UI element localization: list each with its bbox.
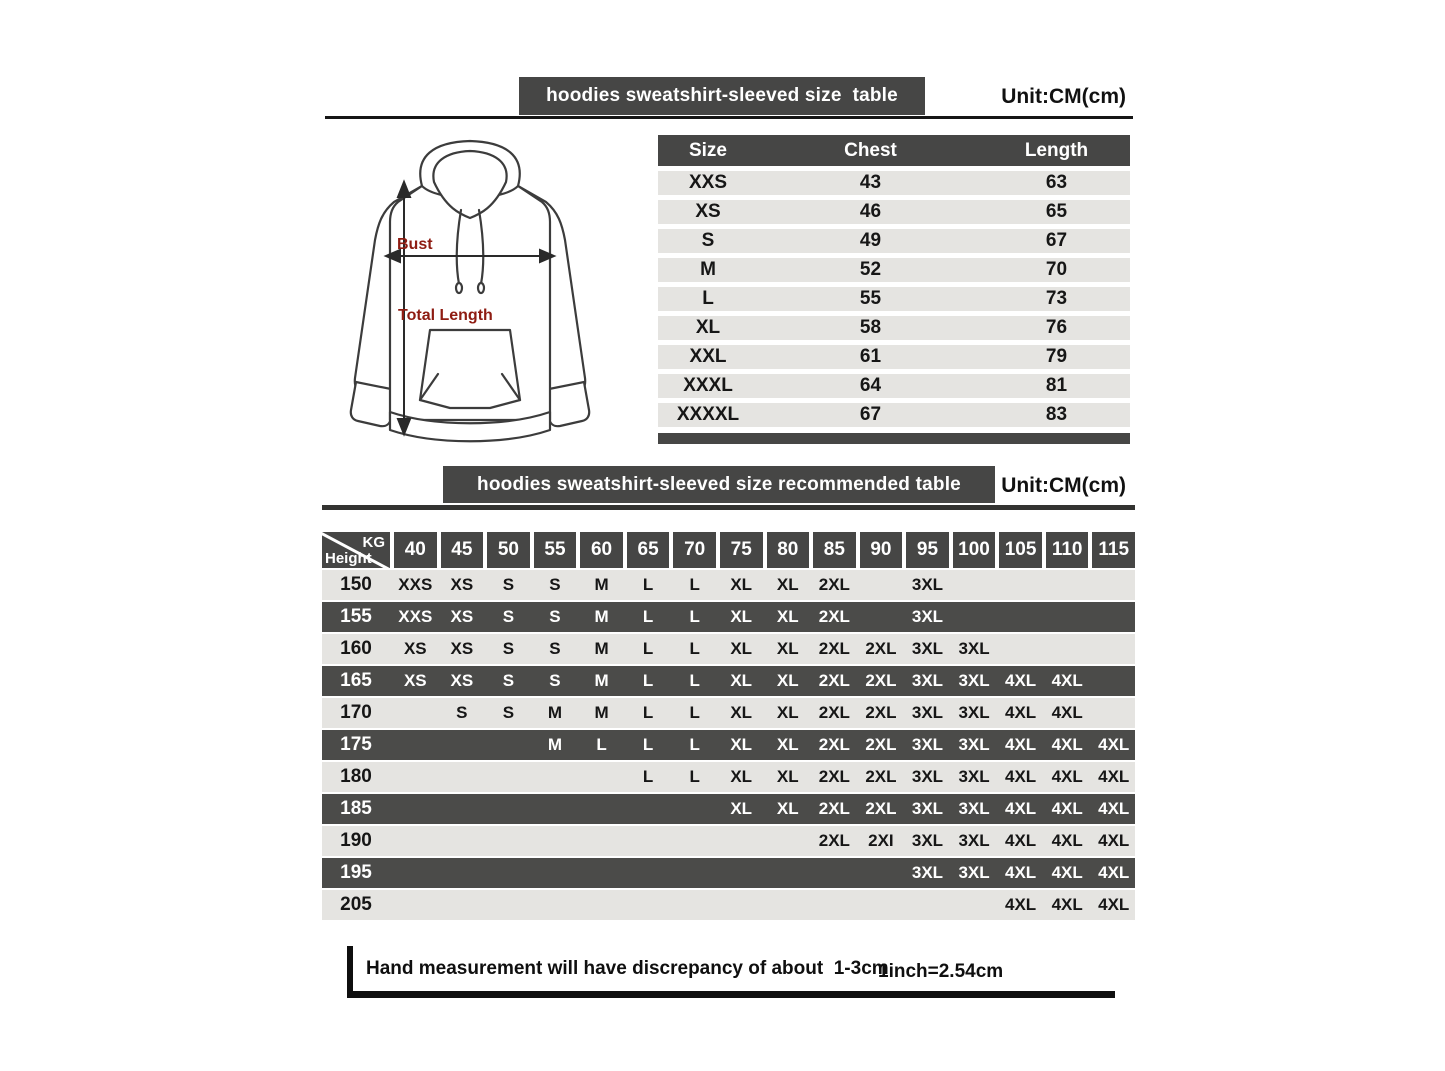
pocket bbox=[420, 330, 520, 408]
recommended-size-cell: 3XL bbox=[958, 863, 990, 882]
size-table bbox=[658, 135, 1130, 444]
recommended-size-cell: 2XL bbox=[818, 831, 850, 850]
recommended-size-cell: XS bbox=[450, 607, 474, 626]
recommended-size-cell: L bbox=[642, 735, 654, 754]
weight-header-row bbox=[322, 532, 1135, 568]
recommended-size-cell: 2XL bbox=[865, 735, 897, 754]
recommended-size-cell: 4XL bbox=[1098, 863, 1130, 882]
recommended-size-cell: 3XL bbox=[911, 831, 944, 850]
recommended-size-cell: S bbox=[456, 703, 468, 722]
weight-header-cell: 50 bbox=[487, 532, 530, 568]
height-label: 160 bbox=[340, 638, 372, 659]
recommended-size-cell: XL bbox=[776, 671, 799, 690]
recommended-size-cell: S bbox=[502, 575, 515, 594]
recommended-size-cell: XL bbox=[730, 799, 753, 818]
recommended-size-cell: 3XL bbox=[958, 671, 990, 690]
size-table-row bbox=[658, 200, 1130, 224]
height-label: 180 bbox=[340, 766, 372, 787]
column-header-chest: Chest bbox=[844, 139, 897, 161]
recommended-size-cell: M bbox=[547, 703, 563, 722]
inch-conversion-note: 1inch=2.54cm bbox=[878, 961, 1004, 982]
recommended-size-cell: 2XL bbox=[865, 767, 897, 786]
height-label: 185 bbox=[340, 798, 372, 819]
size-table-cell: 73 bbox=[1045, 288, 1068, 309]
recommended-size-cell: 3XL bbox=[911, 607, 944, 626]
size-table-cell: 79 bbox=[1045, 346, 1068, 367]
recommended-size-cell: 2XL bbox=[818, 575, 850, 594]
recommended-size-cell: L bbox=[689, 735, 700, 754]
size-table-cell: M bbox=[700, 259, 716, 280]
drawstring-tip-right bbox=[478, 283, 484, 293]
size-table-cell: 65 bbox=[1045, 201, 1068, 222]
recommended-size-cell: 4XL bbox=[1005, 799, 1037, 818]
recommended-size-cell: 2XL bbox=[865, 671, 897, 690]
recommended-size-cell: XL bbox=[776, 799, 799, 818]
bust-label: Bust bbox=[397, 236, 433, 253]
recommended-size-cell: 3XL bbox=[911, 703, 944, 722]
size-table-header bbox=[658, 135, 1130, 166]
recommended-size-cell: 3XL bbox=[958, 767, 990, 786]
recommended-table-row bbox=[322, 730, 1135, 760]
recommended-size-cell: 2XL bbox=[818, 799, 850, 818]
size-table-cell: XL bbox=[695, 317, 721, 338]
recommended-size-cell: XXS bbox=[398, 575, 433, 594]
bottom-divider-line bbox=[347, 991, 1115, 998]
size-table-cell: 63 bbox=[1045, 172, 1068, 193]
recommended-table-unit-label: Unit:CM(cm) bbox=[1001, 474, 1126, 497]
recommended-size-cell: 4XL bbox=[1005, 671, 1037, 690]
recommended-size-cell: XL bbox=[730, 639, 753, 658]
recommended-size-cell: XL bbox=[776, 639, 799, 658]
recommended-size-cell: XL bbox=[776, 735, 799, 754]
recommended-size-cell: L bbox=[689, 703, 700, 722]
size-table-row bbox=[658, 287, 1130, 311]
size-table-cell: XXS bbox=[688, 172, 728, 193]
recommended-size-cell: L bbox=[642, 671, 654, 690]
recommended-table-title: hoodies sweatshirt-sleeved size recommended table bbox=[477, 473, 961, 495]
weight-header-cell: 90 bbox=[860, 532, 903, 568]
size-table-title: hoodies sweatshirt-sleeved size table bbox=[546, 85, 898, 106]
recommended-size-cell: XL bbox=[730, 671, 753, 690]
recommended-size-cell: L bbox=[642, 767, 654, 786]
size-table-unit-label: Unit:CM(cm) bbox=[1001, 85, 1126, 108]
recommended-size-cell: 4XL bbox=[1051, 831, 1083, 850]
recommended-size-cell: XS bbox=[450, 639, 474, 658]
recommended-size-cell: 4XL bbox=[1051, 863, 1083, 882]
size-table-cell: 64 bbox=[859, 375, 882, 396]
recommended-size-cell: M bbox=[594, 639, 609, 658]
recommended-size-cell: 3XL bbox=[911, 639, 944, 658]
size-table-cell: 76 bbox=[1045, 317, 1068, 338]
recommended-size-cell: S bbox=[549, 607, 561, 626]
recommended-size-cell: L bbox=[689, 671, 700, 690]
recommended-table bbox=[322, 532, 1135, 920]
recommended-table-row bbox=[322, 570, 1135, 600]
recommended-size-cell: 3XL bbox=[911, 863, 944, 882]
size-table-cell: 83 bbox=[1045, 404, 1068, 425]
size-table-row bbox=[658, 316, 1130, 340]
weight-header-cell: 45 bbox=[441, 532, 484, 568]
recommended-size-cell: S bbox=[502, 639, 515, 658]
recommended-table-row bbox=[322, 666, 1135, 696]
height-axis-label: Height bbox=[325, 550, 372, 567]
recommended-table-row bbox=[322, 634, 1135, 664]
recommended-size-cell: XL bbox=[730, 735, 753, 754]
recommended-size-cell: 3XL bbox=[911, 799, 944, 818]
weight-header-cell: 80 bbox=[767, 532, 810, 568]
recommended-table-row bbox=[322, 890, 1135, 920]
recommended-size-cell: 4XL bbox=[1005, 703, 1037, 722]
recommended-size-cell: 3XL bbox=[911, 735, 944, 754]
recommended-size-cell: 4XL bbox=[1051, 767, 1083, 786]
size-table-cell: 61 bbox=[859, 346, 882, 367]
size-table-row bbox=[658, 374, 1130, 398]
size-table-row bbox=[658, 403, 1130, 427]
note-left-bar bbox=[347, 946, 353, 994]
recommended-table-row bbox=[322, 826, 1135, 856]
recommended-size-cell: 4XL bbox=[1005, 831, 1037, 850]
size-table-cell: 55 bbox=[859, 288, 882, 309]
recommended-size-cell: 3XL bbox=[911, 767, 944, 786]
recommended-size-cell: XL bbox=[776, 575, 799, 594]
recommended-size-cell: 4XL bbox=[1005, 767, 1037, 786]
recommended-table-title-bar bbox=[443, 466, 995, 503]
size-table-cell: 46 bbox=[859, 201, 882, 222]
recommended-size-cell: XL bbox=[776, 703, 799, 722]
recommended-size-cell: M bbox=[594, 671, 609, 690]
recommended-size-cell: 3XL bbox=[958, 831, 990, 850]
recommended-size-cell: S bbox=[502, 703, 515, 722]
recommended-size-cell: 2XL bbox=[818, 639, 850, 658]
recommended-size-cell: 3XL bbox=[958, 703, 990, 722]
recommended-size-cell: S bbox=[549, 671, 561, 690]
recommended-size-cell: 4XL bbox=[1098, 831, 1130, 850]
size-table-cell: 81 bbox=[1045, 375, 1068, 396]
weight-header-cell: 70 bbox=[673, 532, 716, 568]
recommended-size-cell: 4XL bbox=[1005, 735, 1037, 754]
measurement-note: Hand measurement will have discrepancy of about 1-3cm bbox=[366, 958, 889, 979]
recommended-size-cell: S bbox=[549, 639, 561, 658]
recommended-size-cell: XS bbox=[450, 575, 474, 594]
middle-divider-line bbox=[322, 505, 1135, 510]
size-table-footer-bar bbox=[658, 433, 1130, 444]
size-table-cell: 67 bbox=[1045, 230, 1068, 251]
recommended-size-cell: XS bbox=[403, 671, 427, 690]
height-label: 175 bbox=[340, 734, 372, 755]
recommended-size-cell: L bbox=[642, 607, 654, 626]
recommended-size-cell: 4XL bbox=[1098, 767, 1130, 786]
weight-header-cell: 40 bbox=[394, 532, 437, 568]
size-table-cell: XXXXL bbox=[676, 404, 740, 425]
length-arrowhead-top bbox=[398, 182, 410, 197]
recommended-table-row bbox=[322, 698, 1135, 728]
column-header-length: Length bbox=[1024, 139, 1089, 161]
size-table-cell: 52 bbox=[859, 259, 882, 280]
recommended-size-cell: 2XL bbox=[865, 799, 897, 818]
height-label: 165 bbox=[340, 670, 372, 691]
recommended-size-cell: 4XL bbox=[1098, 799, 1130, 818]
recommended-size-cell: XL bbox=[730, 575, 753, 594]
recommended-size-cell: 4XL bbox=[1051, 703, 1083, 722]
weight-header-cell: 55 bbox=[534, 532, 577, 568]
size-table-cell: L bbox=[702, 288, 714, 309]
recommended-size-cell: 2XL bbox=[818, 607, 850, 626]
size-table-cell: 70 bbox=[1045, 259, 1068, 280]
recommended-size-cell: 4XL bbox=[1005, 863, 1037, 882]
column-header-size: Size bbox=[688, 139, 728, 161]
size-table-row bbox=[658, 229, 1130, 253]
size-table-cell: XXXL bbox=[683, 375, 733, 396]
weight-header-cell: 75 bbox=[720, 532, 763, 568]
recommended-size-cell: 3XL bbox=[911, 671, 944, 690]
total-length-label: Total Length bbox=[398, 307, 493, 324]
recommended-table-row bbox=[322, 858, 1135, 888]
weight-header-cell: 105 bbox=[999, 532, 1042, 568]
size-table-body bbox=[658, 171, 1130, 427]
recommended-size-cell: L bbox=[642, 575, 654, 594]
recommended-size-cell: 4XL bbox=[1098, 735, 1130, 754]
kg-axis-label: KG bbox=[362, 534, 385, 551]
recommended-size-cell: 3XL bbox=[958, 639, 990, 658]
recommended-size-cell: 4XL bbox=[1051, 735, 1083, 754]
hoodie-measurement-diagram bbox=[334, 130, 606, 460]
weight-header-cell: 110 bbox=[1046, 532, 1089, 568]
size-table-cell: 58 bbox=[859, 317, 882, 338]
recommended-size-cell: 3XL bbox=[958, 735, 990, 754]
recommended-size-cell: 4XL bbox=[1051, 671, 1083, 690]
height-label: 190 bbox=[340, 830, 372, 851]
size-table-cell: S bbox=[701, 230, 715, 251]
recommended-size-cell: M bbox=[547, 735, 563, 754]
weight-header-cell: 65 bbox=[627, 532, 670, 568]
drawstring-tip-left bbox=[456, 283, 462, 293]
weight-header-cell: 85 bbox=[813, 532, 856, 568]
recommended-table-row bbox=[322, 602, 1135, 632]
recommended-size-cell: L bbox=[689, 767, 700, 786]
recommended-size-cell: S bbox=[502, 671, 515, 690]
recommended-size-cell: L bbox=[642, 639, 654, 658]
recommended-size-cell: L bbox=[642, 703, 654, 722]
recommended-size-cell: 2XL bbox=[818, 703, 850, 722]
recommended-size-cell: XL bbox=[730, 703, 753, 722]
recommended-size-cell: S bbox=[549, 575, 561, 594]
height-label: 155 bbox=[340, 606, 372, 627]
height-label: 170 bbox=[340, 702, 372, 723]
recommended-size-cell: L bbox=[689, 607, 700, 626]
recommended-table-row bbox=[322, 794, 1135, 824]
size-table-cell: XXL bbox=[689, 346, 727, 367]
recommended-size-cell: XL bbox=[730, 607, 753, 626]
recommended-size-cell: XS bbox=[403, 639, 427, 658]
height-label: 195 bbox=[340, 862, 372, 883]
size-table-cell: 43 bbox=[859, 172, 882, 193]
size-table-row bbox=[658, 345, 1130, 369]
recommended-size-cell: 4XL bbox=[1051, 799, 1083, 818]
recommended-size-cell: 2XL bbox=[865, 639, 897, 658]
recommended-size-cell: L bbox=[689, 575, 700, 594]
top-divider-line bbox=[325, 116, 1133, 119]
recommended-size-cell: M bbox=[594, 607, 609, 626]
recommended-size-cell: S bbox=[502, 607, 515, 626]
recommended-size-cell: 2XL bbox=[818, 767, 850, 786]
recommended-size-cell: 3XL bbox=[958, 799, 990, 818]
recommended-size-cell: XXS bbox=[398, 607, 433, 626]
recommended-size-cell: XS bbox=[450, 671, 474, 690]
recommended-size-cell: 2XL bbox=[818, 735, 850, 754]
size-table-title-bar bbox=[519, 77, 925, 115]
weight-header-cell: 100 bbox=[953, 532, 996, 568]
recommended-table-row bbox=[322, 762, 1135, 792]
size-table-cell: 49 bbox=[859, 230, 882, 251]
size-table-row bbox=[658, 171, 1130, 195]
size-table-cell: 67 bbox=[859, 404, 882, 425]
height-label: 150 bbox=[340, 574, 372, 595]
recommended-size-cell: 2XI bbox=[868, 831, 894, 850]
recommended-size-cell: M bbox=[594, 575, 609, 594]
size-table-cell: XS bbox=[695, 201, 721, 222]
kg-height-corner-cell bbox=[322, 532, 390, 568]
weight-header-cell: 60 bbox=[580, 532, 623, 568]
recommended-size-cell: 2XL bbox=[818, 671, 850, 690]
height-label: 205 bbox=[340, 894, 372, 915]
size-table-row bbox=[658, 258, 1130, 282]
recommended-size-cell: XL bbox=[776, 607, 799, 626]
recommended-size-cell: 2XL bbox=[865, 703, 897, 722]
recommended-size-cell: 4XL bbox=[1098, 895, 1130, 914]
weight-header-cell: 115 bbox=[1092, 532, 1135, 568]
recommended-table-body bbox=[322, 570, 1135, 920]
recommended-size-cell: 4XL bbox=[1005, 895, 1037, 914]
recommended-size-cell: L bbox=[689, 639, 700, 658]
recommended-size-cell: M bbox=[594, 703, 609, 722]
recommended-size-cell: XL bbox=[730, 767, 753, 786]
recommended-size-cell: L bbox=[596, 735, 607, 754]
recommended-size-cell: 3XL bbox=[911, 575, 944, 594]
weight-header-cell: 95 bbox=[906, 532, 949, 568]
recommended-size-cell: 4XL bbox=[1051, 895, 1083, 914]
recommended-size-cell: XL bbox=[776, 767, 799, 786]
